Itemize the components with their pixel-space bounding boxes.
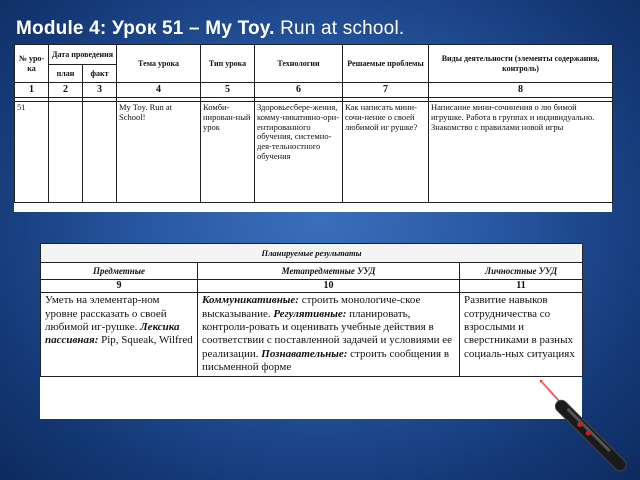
lesson-row bbox=[15, 102, 613, 203]
header-problems: Решаемые проблемы bbox=[343, 45, 429, 83]
header-plan: план bbox=[49, 65, 83, 83]
col-num-4: 4 bbox=[117, 83, 201, 98]
cog-text: строить сообщения в письменной форме bbox=[202, 347, 450, 374]
col-num-6: 6 bbox=[255, 83, 343, 98]
col-num-11: 11 bbox=[460, 280, 583, 293]
col-num-5: 5 bbox=[201, 83, 255, 98]
passive-vocab-label: Лексика пассивная: bbox=[45, 321, 180, 347]
results-title-row bbox=[41, 244, 583, 263]
col-num-9: 9 bbox=[41, 280, 198, 293]
lesson-problems: Как написать мини-сочи-нение о своей любимой иг рушке? bbox=[343, 102, 429, 203]
lesson-num: 51 bbox=[15, 102, 49, 203]
col-num-3: 3 bbox=[83, 83, 117, 98]
laser-beam bbox=[540, 380, 560, 402]
comm-label: Коммуникативные: bbox=[202, 294, 299, 307]
reg-text: планировать, контроли-ровать и оценивать учебные действия в соответствии с поставленной задачей и условиями ее реализации. bbox=[202, 307, 453, 360]
column-number-row bbox=[15, 83, 613, 98]
header-type: Тип урока bbox=[201, 45, 255, 83]
header-date: Дата проведения bbox=[49, 45, 117, 65]
passive-vocab-text: Pip, Squeak, Wilfred bbox=[98, 334, 193, 347]
col-num-8: 8 bbox=[429, 83, 613, 98]
col-num-7: 7 bbox=[343, 83, 429, 98]
header-topic: Тема урока bbox=[117, 45, 201, 83]
title-normal: Run at school. bbox=[274, 18, 405, 39]
subject-text: Уметь на элементар-ном уровне рассказать о своей любимой иг-рушке. bbox=[45, 294, 167, 333]
results-table-container bbox=[40, 243, 582, 419]
header-row bbox=[15, 45, 613, 65]
comm-text: строить монологиче-ское высказывание. bbox=[202, 294, 421, 320]
header-fact: факт bbox=[83, 65, 117, 83]
lesson-table-container bbox=[14, 44, 612, 212]
results-table bbox=[40, 243, 583, 377]
personal-results: Развитие навыков сотрудничества со взрослыми и сверстниками в разных социаль-ных ситуациях bbox=[460, 293, 583, 376]
lesson-table bbox=[14, 44, 613, 203]
subject-results bbox=[41, 293, 198, 376]
category-row bbox=[41, 263, 583, 280]
lesson-tech: Здоровьесбере-жения, комму-никативно-ори-ентированного обучения, системно-дея-тельностного обучения bbox=[255, 102, 343, 203]
lesson-activities: Написание мини-сочинения о лю бимой игрушке. Работа в группах и индивидуально. Знакомство с правилами новой игры bbox=[429, 102, 613, 203]
category-personal: Личностные УУД bbox=[460, 263, 583, 280]
header-num: № уро-ка bbox=[15, 45, 49, 83]
cog-label: Познавательные: bbox=[261, 347, 348, 360]
lesson-type: Комби-нирован-ный урок bbox=[201, 102, 255, 203]
col-num-10: 10 bbox=[198, 280, 460, 293]
lesson-fact bbox=[83, 102, 117, 203]
lesson-topic: My Toy. Run at School! bbox=[117, 102, 201, 203]
meta-results bbox=[198, 293, 460, 376]
header-activities: Виды деятельности (элементы содержания, контроль) bbox=[429, 45, 613, 83]
col-num-2: 2 bbox=[49, 83, 83, 98]
slide-title bbox=[16, 18, 404, 40]
reg-label: Регулятивные: bbox=[273, 307, 347, 320]
lesson-plan bbox=[49, 102, 83, 203]
category-meta: Метапредметные УУД bbox=[198, 263, 460, 280]
header-tech: Технологии bbox=[255, 45, 343, 83]
pointer-body bbox=[553, 398, 629, 474]
results-number-row bbox=[41, 280, 583, 293]
category-subject: Предметные bbox=[41, 263, 198, 280]
results-title: Планируемые результаты bbox=[41, 244, 583, 263]
col-num-1: 1 bbox=[15, 83, 49, 98]
title-bold: Module 4: Урок 51 – My Toy. bbox=[16, 18, 275, 39]
results-body-row bbox=[41, 293, 583, 376]
laser-pointer-icon bbox=[540, 380, 640, 480]
